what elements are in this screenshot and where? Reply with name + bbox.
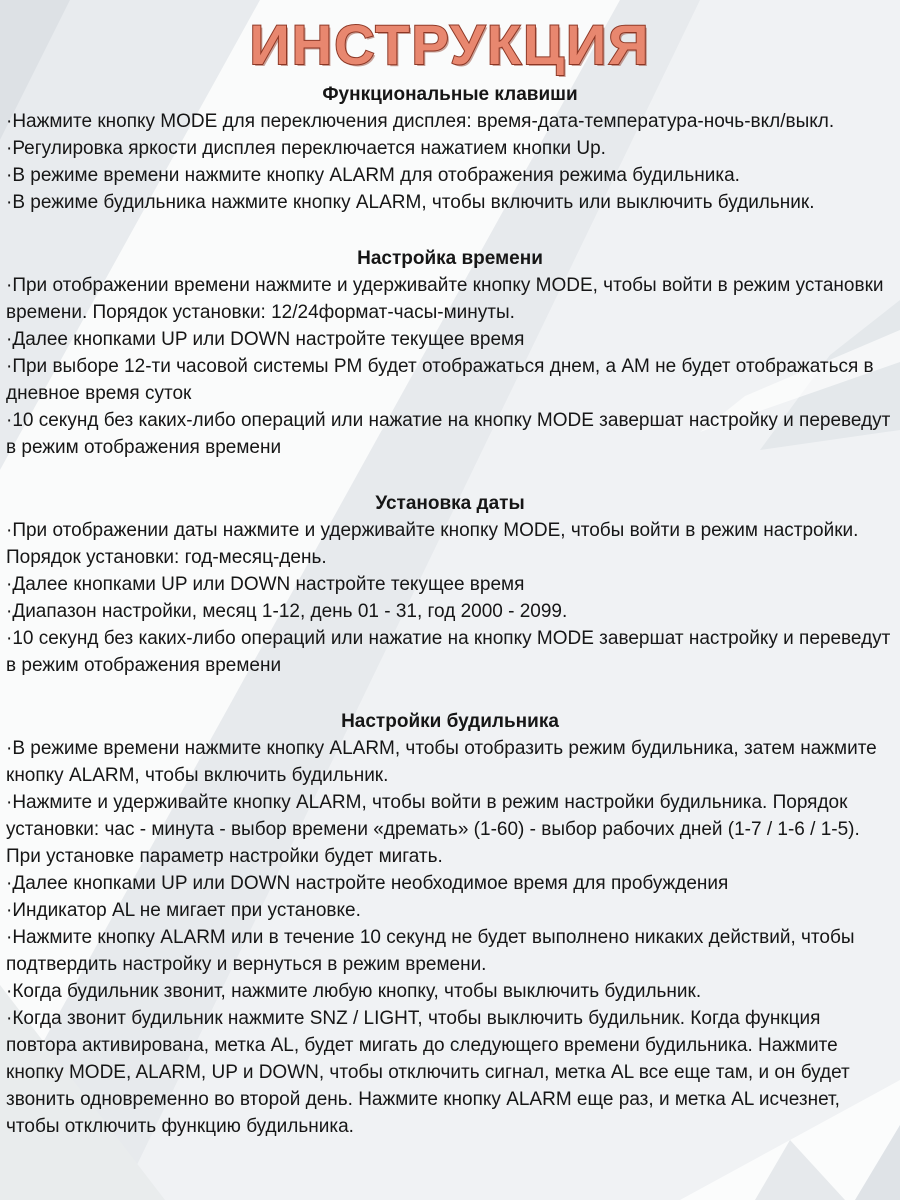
section-time-setting xyxy=(6,245,894,461)
page-title: ИНСТРУКЦИЯ xyxy=(249,13,651,76)
section-heading: Настройка времени xyxy=(357,247,543,269)
section-alarm-settings xyxy=(6,708,894,1140)
instruction-line: ·Когда будильник звонит, нажмите любую кнопку, чтобы выключить будильник. xyxy=(6,980,702,1002)
instruction-line: ·Нажмите и удерживайте кнопку ALARM, чтобы войти в режим настройки будильника. Порядок установки: час - минута - выбор времени «дремать» (1-60) - выбор рабочих дней (1-7 / 1-6 / 1-5). При установке параметр настройки будет мигать. xyxy=(6,791,860,867)
instruction-line: ·10 секунд без каких-либо операций или нажатие на кнопку MODE завершат настройку и переведут в режим отображения времени xyxy=(6,627,891,676)
instruction-line: ·В режиме времени нажмите кнопку ALARM для отображения режима будильника. xyxy=(6,164,740,186)
instruction-line: ·Далее кнопками UP или DOWN настройте текущее время xyxy=(6,328,525,350)
instruction-line: ·Когда звонит будильник нажмите SNZ / LIGHT, чтобы выключить будильник. Когда функция повтора активирована, метка AL, будет мигать до следующего времени будильника. Нажмите кнопку MODE, ALARM, UP и DOWN, чтобы отключить сигнал, метка AL все еще там, и он будет звонить одновременно во второй день. Нажмите кнопку ALARM еще раз, и метка AL исчезнет, чтобы отключить функцию будильника. xyxy=(6,1007,850,1137)
section-function-keys xyxy=(6,81,894,216)
section-heading: Функциональные клавиши xyxy=(322,83,578,105)
instruction-line: ·При отображении времени нажмите и удерживайте кнопку MODE, чтобы войти в режим установки времени. Порядок установки: 12/24формат-часы-минуты. xyxy=(6,274,884,323)
instruction-line: ·Регулировка яркости дисплея переключается нажатием кнопки Up. xyxy=(6,137,606,159)
instruction-line: ·Нажмите кнопку MODE для переключения дисплея: время-дата-температура-ночь-вкл/выкл. xyxy=(6,110,835,132)
instruction-line: ·Индикатор AL не мигает при установке. xyxy=(6,899,361,921)
instruction-line: ·В режиме времени нажмите кнопку ALARM, чтобы отобразить режим будильника, затем нажмите кнопку ALARM, чтобы включить будильник. xyxy=(6,737,877,786)
section-heading: Настройки будильника xyxy=(341,710,559,732)
instruction-line: ·Далее кнопками UP или DOWN настройте необходимое время для пробуждения xyxy=(6,872,729,894)
instruction-line: ·При отображении даты нажмите и удерживайте кнопку MODE, чтобы войти в режим настройки. Порядок установки: год-месяц-день. xyxy=(6,519,859,568)
instruction-line: ·Далее кнопками UP или DOWN настройте текущее время xyxy=(6,573,525,595)
instruction-line: ·Диапазон настройки, месяц 1-12, день 01 - 31, год 2000 - 2099. xyxy=(6,600,568,622)
instruction-line: ·10 секунд без каких-либо операций или нажатие на кнопку MODE завершат настройку и переведут в режим отображения времени xyxy=(6,409,891,458)
section-date-setting xyxy=(6,490,894,679)
instruction-line: ·Нажмите кнопку ALARM или в течение 10 секунд не будет выполнено никаких действий, чтобы подтвердить настройку и вернуться в режим времени. xyxy=(6,926,855,975)
instruction-line: ·При выборе 12-ти часовой системы PM будет отображаться днем, а AM не будет отображаться в дневное время суток xyxy=(6,355,874,404)
instruction-line: ·В режиме будильника нажмите кнопку ALARM, чтобы включить или выключить будильник. xyxy=(6,191,815,213)
section-heading: Установка даты xyxy=(375,492,525,514)
